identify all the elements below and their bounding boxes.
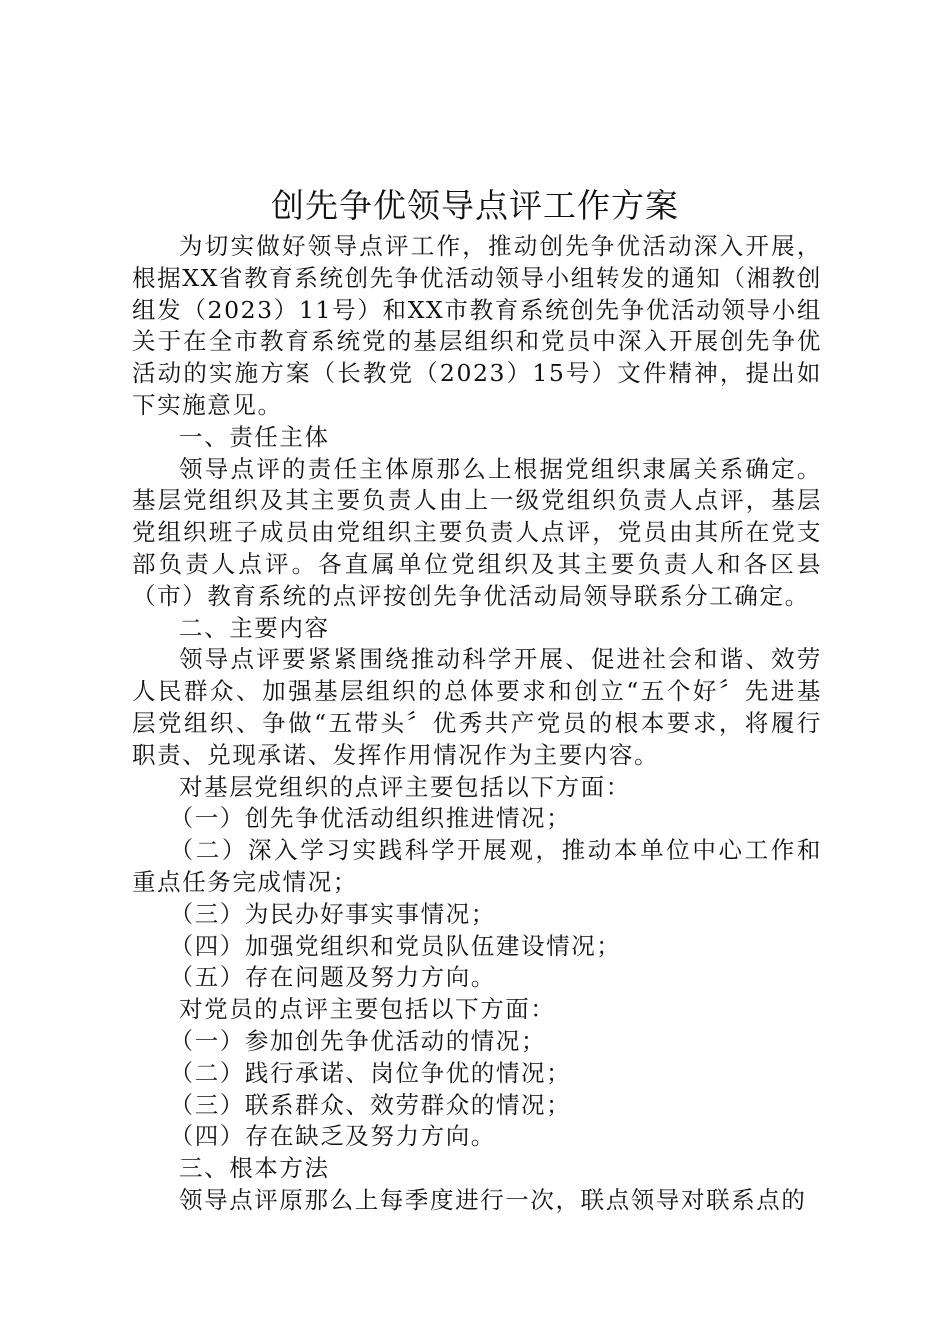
list-item: （二）深入学习实践科学开展观，推动本单位中心工作和重点任务完成情况； xyxy=(132,836,822,896)
section-heading: 一、责任主体 xyxy=(179,422,330,451)
section-heading: 三、根本方法 xyxy=(179,1154,330,1183)
list-item: （三）联系群众、效劳群众的情况； xyxy=(169,1090,572,1119)
list-item: （一）创先争优活动组织推进情况； xyxy=(169,804,572,833)
intro-paragraph: 为切实做好领导点评工作，推动创先争优活动深入开展，根据XX省教育系统创先争优活动领导小组转发的通知（湘教创组发（2023）11号）和XX市教育系统创先争优活动领导小组关于在全市教育系统党的基层组织和党员中深入开展创先争优活动的实施方案（长教党（2023）15号）文件精神，提出如下实施意见。 xyxy=(132,232,822,419)
document-body xyxy=(132,231,822,1217)
paragraph: 对党员的点评主要包括以下方面： xyxy=(179,995,556,1024)
paragraph: 领导点评的责任主体原那么上根据党组织隶属关系确定。基层党组织及其主要负责人由上一级党组织负责人点评，基层党组织班子成员由党组织主要负责人点评，党员由其所在党支部负责人点评。各直属单位党组织及其主要负责人和各区县（市）教育系统的点评按创先争优活动局领导联系分工确定。 xyxy=(132,454,822,610)
list-item: （三）为民办好事实事情况； xyxy=(169,899,496,928)
list-item: （一）参加创先争优活动的情况； xyxy=(169,1026,547,1055)
document-title: 创先争优领导点评工作方案 xyxy=(271,186,679,225)
paragraph: 领导点评原那么上每季度进行一次，联点领导对联系点的 xyxy=(179,1185,807,1214)
list-item: （四）存在缺乏及努力方向。 xyxy=(169,1122,496,1151)
list-item: （四）加强党组织和党员队伍建设情况； xyxy=(169,931,622,960)
paragraph: 对基层党组织的点评主要包括以下方面： xyxy=(179,772,631,801)
paragraph: 领导点评要紧紧围绕推动科学开展、促进社会和谐、效劳人民群众、加强基层组织的总体要求和创立“五个好〞先进基层党组织、争做“五带头〞优秀共产党员的根本要求，将履行职责、兑现承诺、发挥作用情况作为主要内容。 xyxy=(132,645,822,769)
list-item: （五）存在问题及努力方向。 xyxy=(169,963,496,992)
section-heading: 二、主要内容 xyxy=(179,613,330,642)
list-item: （二）践行承诺、岗位争优的情况； xyxy=(169,1058,572,1087)
